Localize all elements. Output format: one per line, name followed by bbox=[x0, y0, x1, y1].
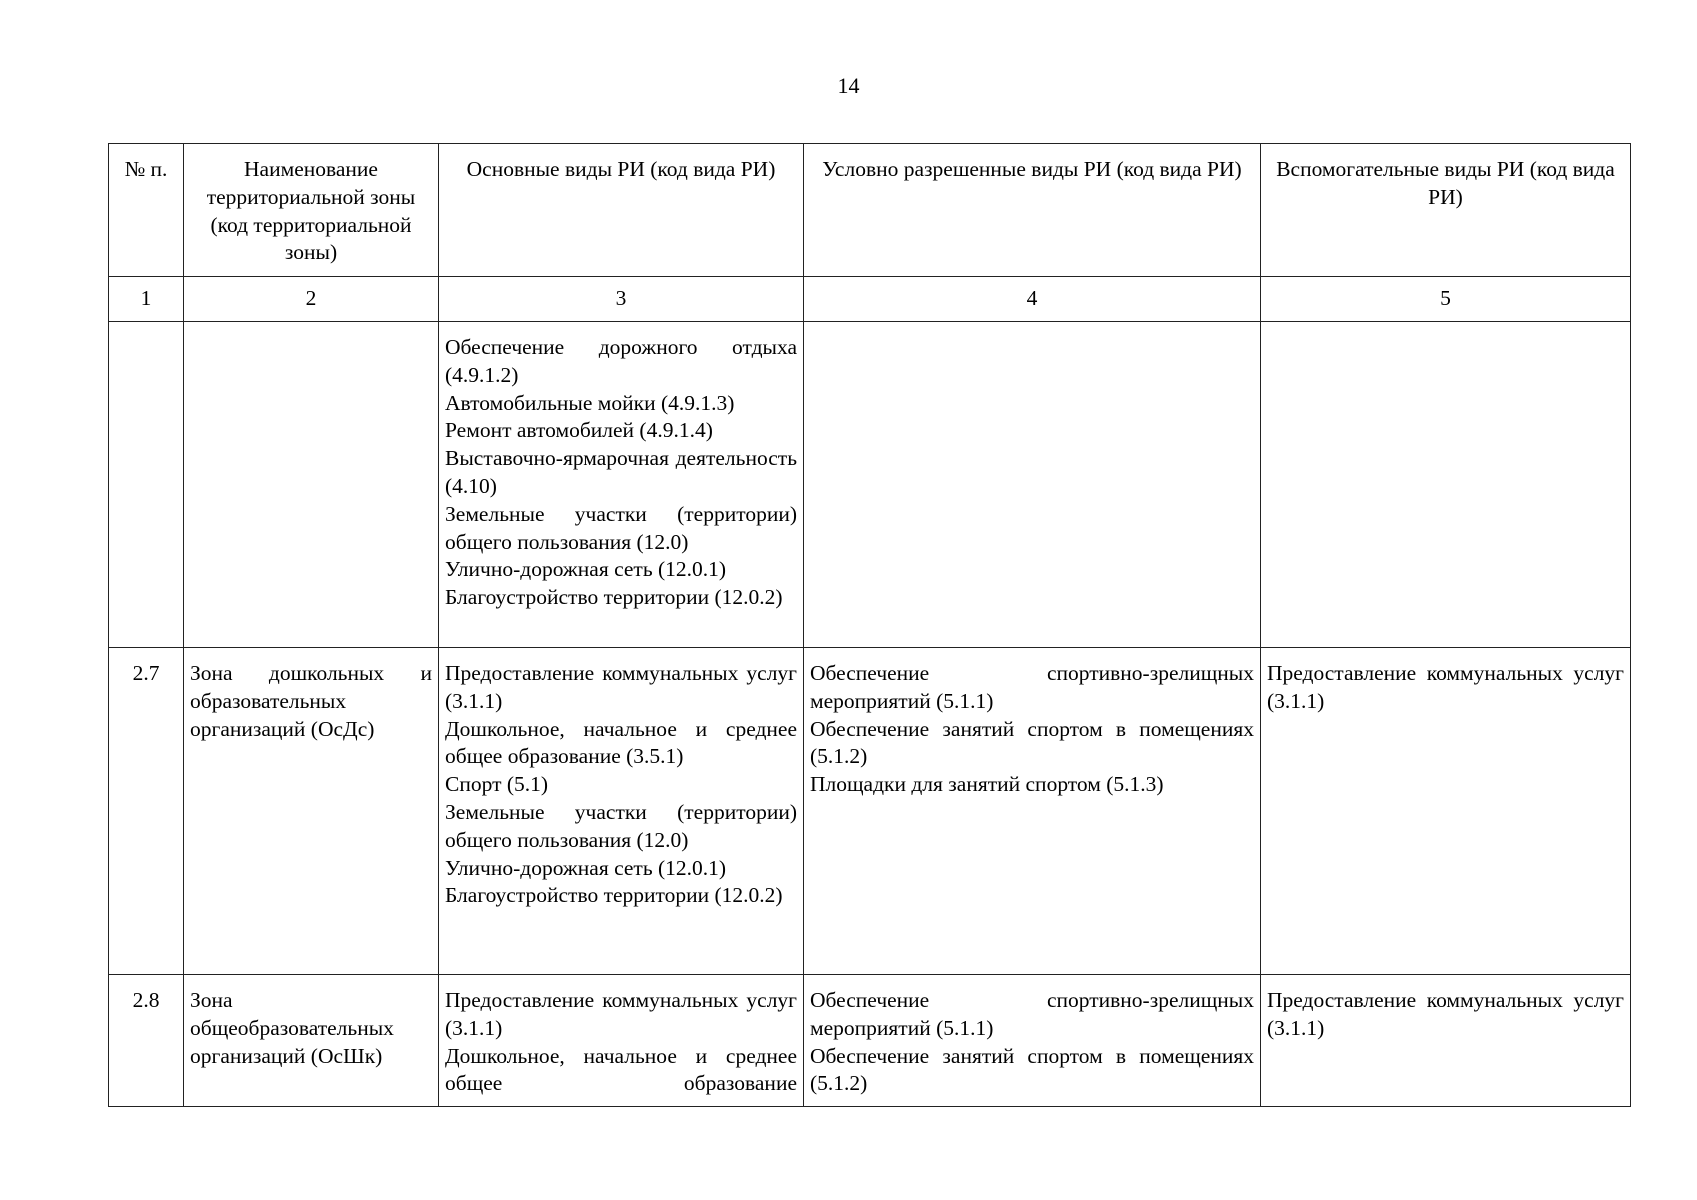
table-header-row bbox=[109, 144, 1631, 277]
use-item: Земельные участки (территории) общего пользования (12.0) bbox=[445, 501, 797, 554]
table-row bbox=[109, 648, 1631, 975]
header-auxiliary-uses: Вспомогательные виды РИ (код вида РИ) bbox=[1261, 144, 1631, 277]
conditional-uses-cell bbox=[804, 648, 1261, 975]
use-item: Улично-дорожная сеть (12.0.1) bbox=[445, 855, 727, 880]
use-item: Предоставление коммунальных услуг (3.1.1) bbox=[445, 661, 797, 713]
row-number: 2.7 bbox=[109, 648, 184, 975]
auxiliary-uses-cell bbox=[1261, 322, 1631, 648]
use-item: Благоустройство территории (12.0.2) bbox=[445, 883, 783, 908]
header-conditional-uses: Условно разрешенные виды РИ (код вида РИ) bbox=[804, 144, 1261, 277]
use-item: Автомобильные мойки (4.9.1.3) bbox=[445, 390, 735, 415]
use-item: Улично-дорожная сеть (12.0.1) bbox=[445, 557, 727, 582]
use-item: Спорт (5.1) bbox=[445, 772, 549, 797]
page-number: 14 bbox=[837, 73, 860, 98]
row-number bbox=[109, 322, 184, 648]
use-item: Обеспечение спортивно-зрелищных мероприятий (5.1.1) bbox=[810, 988, 1254, 1040]
column-number: 2 bbox=[184, 277, 439, 322]
auxiliary-uses-cell bbox=[1261, 975, 1631, 1107]
zone-name bbox=[184, 975, 439, 1107]
column-number: 5 bbox=[1261, 277, 1631, 322]
use-item: Обеспечение занятий спортом в помещениях (5.1.2) bbox=[810, 716, 1254, 769]
auxiliary-uses-cell bbox=[1261, 648, 1631, 975]
use-item: Обеспечение спортивно-зрелищных мероприятий (5.1.1) bbox=[810, 661, 1254, 713]
row-number: 2.8 bbox=[109, 975, 184, 1107]
header-number: № п. bbox=[109, 144, 184, 277]
main-uses-cell bbox=[439, 322, 804, 648]
use-item: Предоставление коммунальных услуг (3.1.1) bbox=[1267, 988, 1624, 1040]
use-item: Благоустройство территории (12.0.2) bbox=[445, 585, 783, 610]
column-number-row bbox=[109, 277, 1631, 322]
zone-name-text: Зона общеобразовательных организаций (ОсШк) bbox=[190, 988, 394, 1068]
main-uses-cell bbox=[439, 648, 804, 975]
use-item: Обеспечение дорожного отдыха (4.9.1.2) bbox=[445, 335, 797, 387]
column-number: 3 bbox=[439, 277, 804, 322]
use-item: Дошкольное, начальное и среднее общее образование bbox=[445, 1043, 797, 1096]
column-number: 1 bbox=[109, 277, 184, 322]
zone-name bbox=[184, 648, 439, 975]
conditional-uses-cell bbox=[804, 975, 1261, 1107]
zone-name-text: Зона дошкольных и образовательных организаций (ОсДс) bbox=[190, 661, 432, 741]
zone-name bbox=[184, 322, 439, 648]
use-item: Ремонт автомобилей (4.9.1.4) bbox=[445, 418, 713, 443]
use-item: Предоставление коммунальных услуг (3.1.1) bbox=[445, 988, 797, 1040]
use-item: Дошкольное, начальное и среднее общее образование (3.5.1) bbox=[445, 716, 797, 769]
land-use-table bbox=[108, 143, 1631, 1107]
main-uses-cell bbox=[439, 975, 804, 1107]
header-main-uses: Основные виды РИ (код вида РИ) bbox=[439, 144, 804, 277]
use-item: Земельные участки (территории) общего пользования (12.0) bbox=[445, 799, 797, 852]
conditional-uses-cell bbox=[804, 322, 1261, 648]
column-number: 4 bbox=[804, 277, 1261, 322]
use-item: Площадки для занятий спортом (5.1.3) bbox=[810, 772, 1164, 797]
table-row bbox=[109, 322, 1631, 648]
use-item: Выставочно-ярмарочная деятельность (4.10) bbox=[445, 446, 797, 498]
header-zone-name: Наименование территориальной зоны (код территориальной зоны) bbox=[184, 144, 439, 277]
table-row bbox=[109, 975, 1631, 1107]
use-item: Обеспечение занятий спортом в помещениях (5.1.2) bbox=[810, 1043, 1254, 1096]
use-item: Предоставление коммунальных услуг (3.1.1) bbox=[1267, 661, 1624, 713]
